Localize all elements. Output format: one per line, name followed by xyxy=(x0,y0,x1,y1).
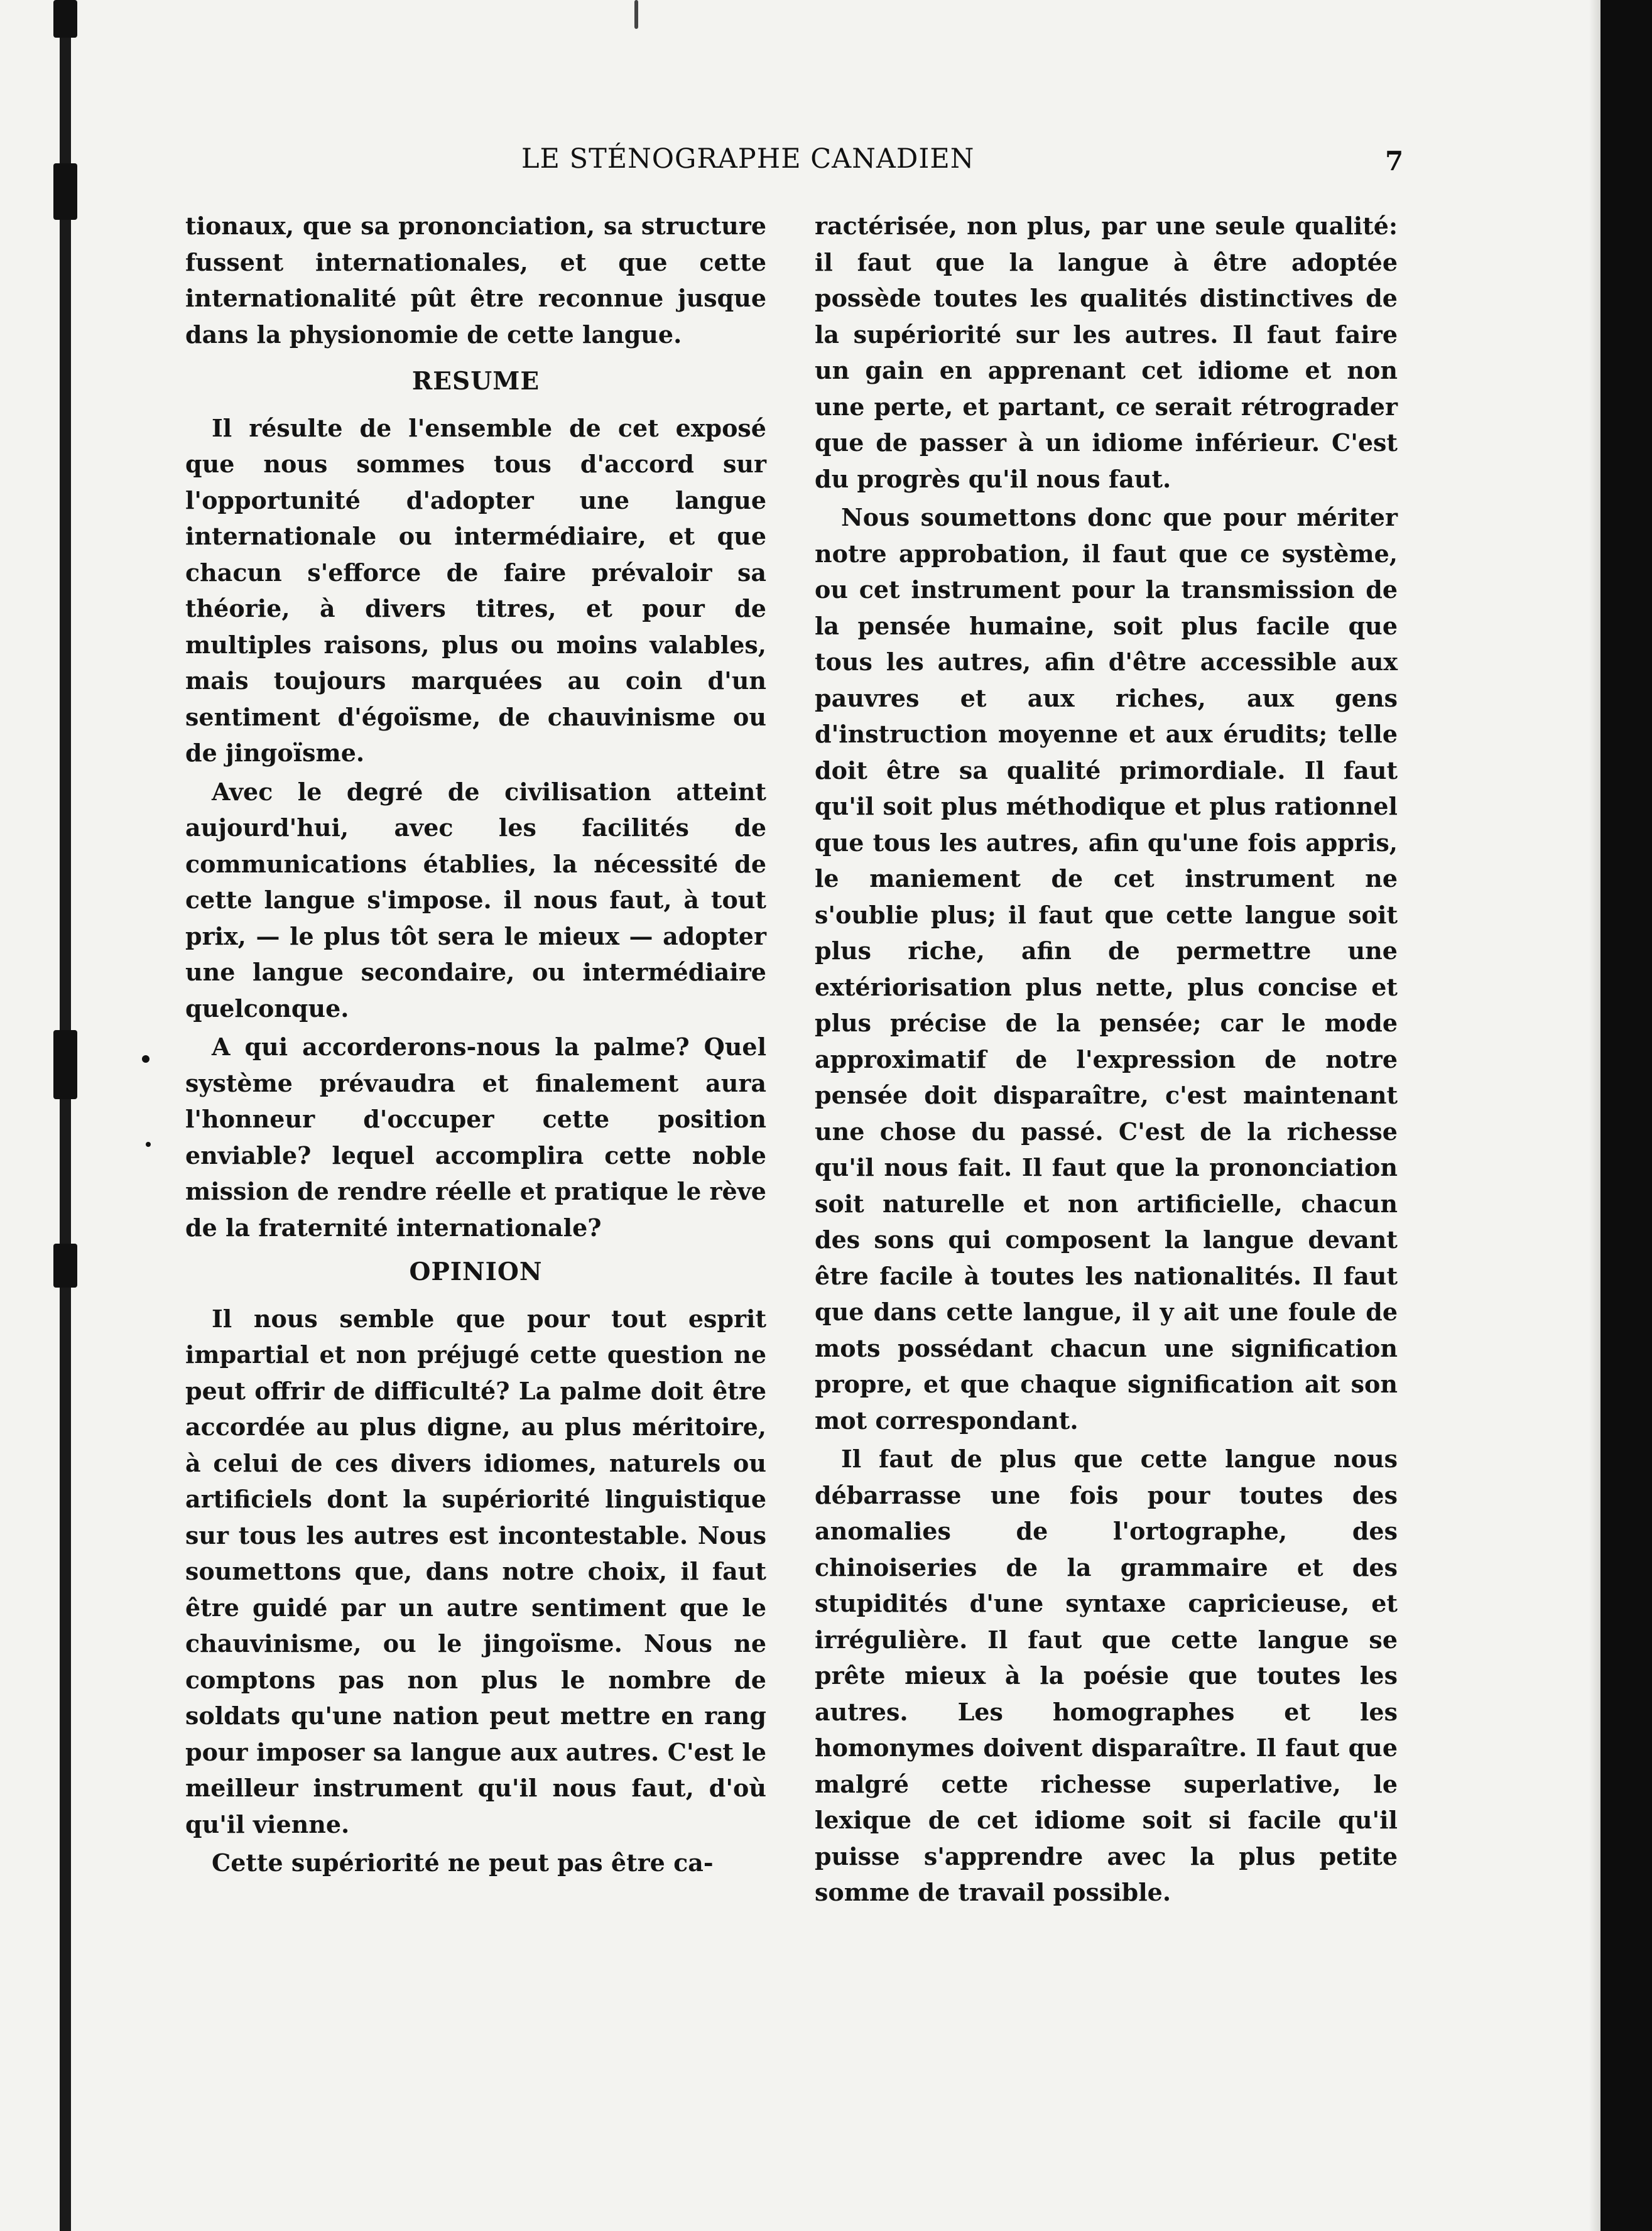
page-number: 7 xyxy=(1385,146,1404,176)
binding-blotch xyxy=(53,0,77,38)
section-heading-opinion: OPINION xyxy=(409,1257,543,1286)
margin-dot xyxy=(142,1055,149,1063)
section-heading-resume: RESUME xyxy=(411,367,540,396)
running-head: LE STÉNOGRAPHE CANADIEN xyxy=(521,143,975,175)
paragraph: tionaux, que sa prononciation, sa structure fussent internationales, et que cette internationalité pût être reconnue jusque dans la physionomie de cette langue. xyxy=(185,212,766,349)
margin-dot xyxy=(146,1142,151,1147)
paragraph: Il faut de plus que cette langue nous débarrasse une fois pour toutes des anomalies de l'ortographe, des chinoiseries de la grammaire et des stupidités d'une syntaxe capricieuse, et irrégulière. Il faut que cette langue se prête mieux à la poésie que toutes les autres. Les homographes et les homonymes doivent disparaître. Il faut que malgré cette richesse superlative, le lexique de cet idiome soit si facile qu'il puisse s'apprendre avec la plus petite somme de travail possible. xyxy=(815,1445,1398,1906)
binding-blotch xyxy=(53,1244,77,1288)
paragraph: Il nous semble que pour tout esprit impartial et non préjugé cette question ne peut offrir de difficulté? La palme doit être accordée au plus digne, au plus méritoire, à celui de ces divers idiomes, naturels ou artificiels dont la supériorité linguistique sur tous les autres est incontestable. Nous soumettons que, dans notre choix, il faut être guidé par un autre sentiment que le chauvinisme, ou le jingoïsme. Nous ne comptons pas non plus le nombre de soldats qu'une nation peut mettre en rang pour imposer sa langue aux autres. C'est le meilleur instrument qu'il nous faut, d'où qu'il vienne. xyxy=(185,1304,766,1838)
paragraph: Il résulte de l'ensemble de cet exposé que nous sommes tous d'accord sur l'opportunité d'adopter une langue internationale ou intermédiaire, et que chacun s'efforce de faire prévaloir sa théorie, à divers titres, et pour de multiples raisons, plus ou moins valables, mais toujours marquées au coin d'un sentiment d'égoïsme, de chauvinisme ou de jingoïsme. xyxy=(185,413,766,767)
right-column xyxy=(815,208,1398,1911)
right-dark-edge xyxy=(1600,0,1652,2231)
paragraph: ractérisée, non plus, par une seule qualité: il faut que la langue à être adoptée possède toutes les qualités distinctives de la supériorité sur les autres. Il faut faire un gain en apprenant cet idiome et non une perte, et partant, ce serait rétrograder que de passer à un idiome inférieur. C'est du progrès qu'il nous faut. xyxy=(815,212,1398,493)
paragraph: Avec le degré de civilisation atteint aujourd'hui, avec les facilités de communications établies, la nécessité de cette langue s'impose. il nous faut, à tout prix, — le plus tôt sera le mieux — adopter une langue secondaire, ou intermédiaire quelconque. xyxy=(185,777,766,1023)
paragraph: Cette supériorité ne peut pas être ca- xyxy=(212,1848,714,1877)
top-margin-mark xyxy=(634,0,638,29)
paragraph: A qui accorderons-nous la palme? Quel système prévaudra et finalement aura l'honneur d'occuper cette position enviable? lequel accomplira cette noble mission de rendre réelle et pratique le rève de la fraternité internationale? xyxy=(185,1033,766,1242)
paragraph: Nous soumettons donc que pour mériter notre approbation, il faut que ce système, ou cet instrument pour la transmission de la pensée humaine, soit plus facile que tous les autres, afin d'être accessible aux pauvres et aux riches, aux gens d'instruction moyenne et aux érudits; telle doit être sa qualité primordiale. Il faut qu'il soit plus méthodique et plus rationnel que tous les autres, afin qu'une fois appris, le maniement de cet instrument ne s'oublie plus; il faut que cette langue soit plus riche, afin de permettre une extériorisation plus nette, plus concise et plus précise de la pensée; car le mode approximatif de l'expression de notre pensée doit disparaître, c'est maintenant une chose du passé. C'est de la richesse qu'il nous fait. Il faut que la prononciation soit naturelle et non artificielle, chacun des sons qui composent la langue devant être facile à toutes les nationalités. Il faut que dans cette langue, il y ait une foule de mots possédant chacun une signification propre, et que chaque signification ait son mot correspondant. xyxy=(815,503,1398,1435)
binding-blotch xyxy=(53,1030,77,1099)
right-edge-shading xyxy=(1589,0,1600,2231)
binding-blotch xyxy=(53,163,77,220)
left-column xyxy=(185,208,766,1881)
left-binding-shadow xyxy=(60,0,71,2231)
